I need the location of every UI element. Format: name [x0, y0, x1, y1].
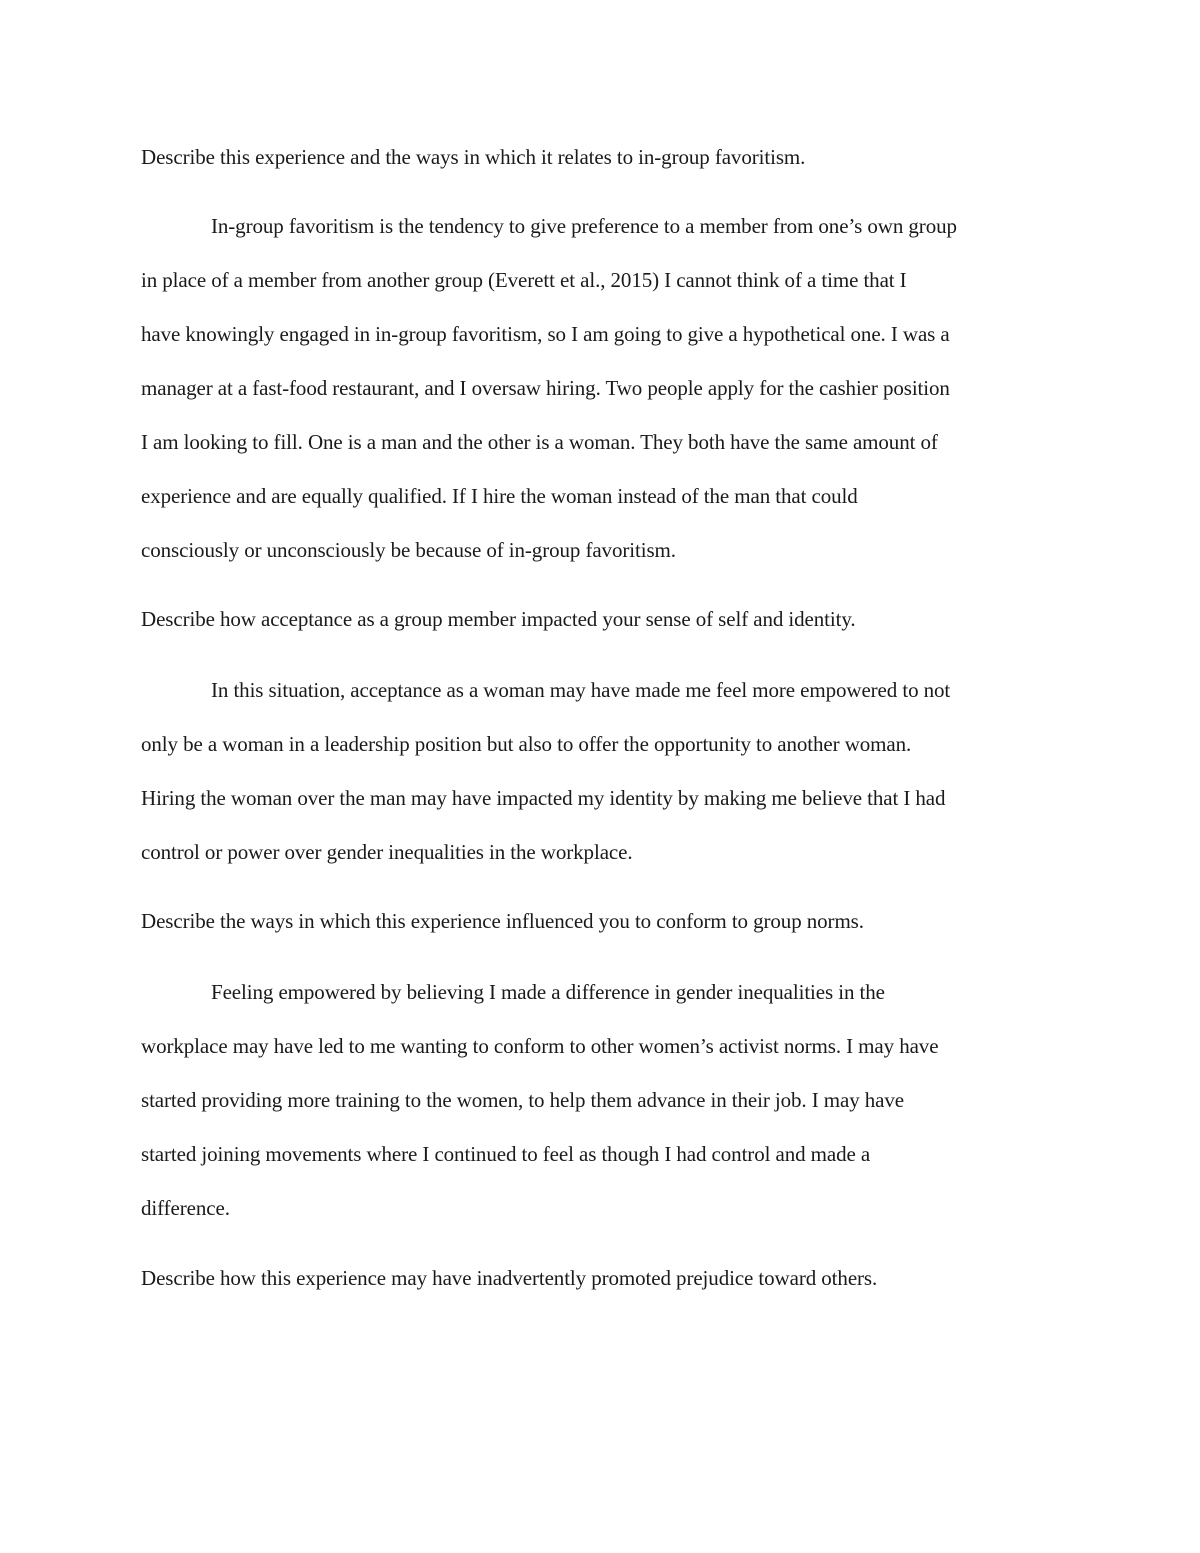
- answer-line: Feeling empowered by believing I made a difference in gender inequalities in the: [211, 980, 885, 1004]
- answer-line: difference.: [141, 1196, 230, 1220]
- answer-line: started joining movements where I continued to feel as though I had control and made a: [141, 1142, 871, 1166]
- answer-line: Hiring the woman over the man may have impacted my identity by making me believe that I had: [141, 786, 946, 810]
- answer-line: consciously or unconsciously be because of in-group favoritism.: [141, 538, 676, 562]
- answer-line: experience and are equally qualified. If I hire the woman instead of the man that could: [141, 484, 858, 508]
- answer-line: have knowingly engaged in in-group favoritism, so I am going to give a hypothetical one. I was a: [141, 322, 950, 346]
- question-heading: Describe the ways in which this experience influenced you to conform to group norms.: [141, 909, 864, 933]
- answer-line: in place of a member from another group (Everett et al., 2015) I cannot think of a time that I: [141, 268, 907, 292]
- question-heading: Describe this experience and the ways in which it relates to in-group favoritism.: [141, 145, 806, 169]
- answer-line: control or power over gender inequalities in the workplace.: [141, 840, 633, 864]
- answer-line: In this situation, acceptance as a woman may have made me feel more empowered to not: [211, 678, 951, 702]
- answer-line: started providing more training to the women, to help them advance in their job. I may have: [141, 1088, 905, 1112]
- answer-line: manager at a fast-food restaurant, and I oversaw hiring. Two people apply for the cashier position: [141, 376, 950, 400]
- answer-line: I am looking to fill. One is a man and the other is a woman. They both have the same amount of: [141, 430, 938, 454]
- answer-line: In-group favoritism is the tendency to give preference to a member from one’s own group: [211, 214, 957, 238]
- answer-line: workplace may have led to me wanting to conform to other women’s activist norms. I may have: [141, 1034, 939, 1058]
- question-heading: Describe how acceptance as a group member impacted your sense of self and identity.: [141, 607, 856, 631]
- answer-line: only be a woman in a leadership position but also to offer the opportunity to another woman.: [141, 732, 912, 756]
- question-heading: Describe how this experience may have inadvertently promoted prejudice toward others.: [141, 1266, 878, 1290]
